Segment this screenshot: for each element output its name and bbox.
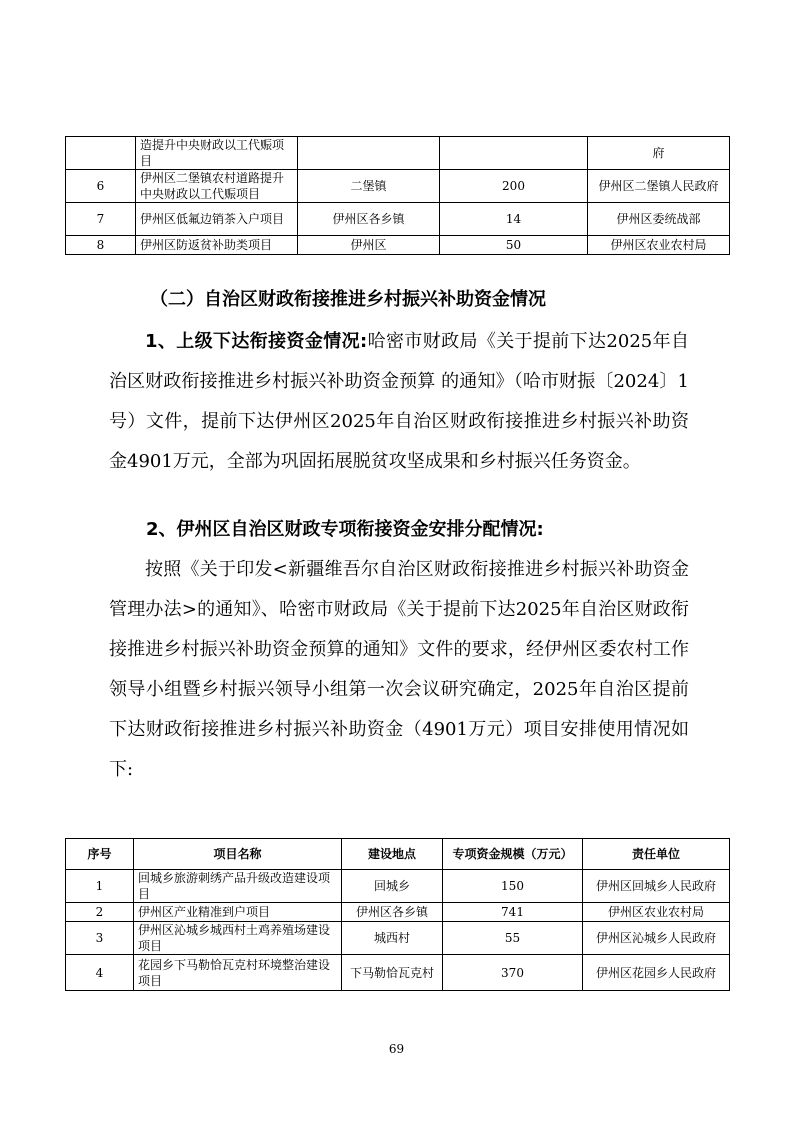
cell-location: 伊州区各乡镇 [342, 903, 443, 922]
cell-name: 花园乡下马勒恰瓦克村环境整治建设项目 [134, 955, 342, 991]
cell-amount: 50 [440, 236, 588, 255]
cell-unit: 伊州区二堡镇人民政府 [588, 170, 730, 203]
cell-name: 伊州区沁城乡城西村土鸡养殖场建设项目 [134, 922, 342, 955]
header-location: 建设地点 [342, 839, 443, 870]
cell-location: 伊州区 [298, 236, 440, 255]
cell-no: 3 [66, 922, 134, 955]
paragraph-1 [109, 322, 689, 482]
cell-no [66, 137, 136, 170]
cell-location [298, 137, 440, 170]
cell-amount: 200 [440, 170, 588, 203]
para3-text: 按照《关于印发<新疆维吾尔自治区财政衔接推进乡村振兴补助资金管理办法>的通知》、哈密市财政局《关于提前下达2025年自治区财政衔接推进乡村振兴补助资金预算的通知》文件的要求，经伊州区委农村工作领导小组暨乡村振兴领导小组第一次会议研究确定，2025年自治区提前下达财政衔接推进乡村振兴补助资金（4901万元）项目安排使用情况如下: [109, 559, 689, 780]
cell-amount: 741 [443, 903, 583, 922]
cell-unit: 伊州区农业农村局 [588, 236, 730, 255]
cell-name: 伊州区防返贫补助类项目 [136, 236, 298, 255]
table-header-row [66, 839, 730, 870]
cell-amount: 370 [443, 955, 583, 991]
cell-location: 二堡镇 [298, 170, 440, 203]
cell-amount: 150 [443, 870, 583, 903]
table-row [66, 203, 730, 236]
cell-unit: 府 [588, 137, 730, 170]
cell-unit: 伊州区回城乡人民政府 [583, 870, 730, 903]
subsection-heading: 2、伊州区自治区财政专项衔接资金安排分配情况: [146, 519, 544, 540]
cell-unit: 伊州区花园乡人民政府 [583, 955, 730, 991]
cell-amount: 14 [440, 203, 588, 236]
cell-location: 回城乡 [342, 870, 443, 903]
cell-amount [440, 137, 588, 170]
cell-no: 4 [66, 955, 134, 991]
table-row [66, 922, 730, 955]
cell-no: 6 [66, 170, 136, 203]
cell-name: 伊州区二堡镇农村道路提升中央财政以工代赈项目 [136, 170, 298, 203]
cell-unit: 伊州区委统战部 [588, 203, 730, 236]
header-amount: 专项资金规模（万元） [443, 839, 583, 870]
cell-amount: 55 [443, 922, 583, 955]
para1-lead: 1、上级下达衔接资金情况: [145, 331, 368, 352]
cell-no: 2 [66, 903, 134, 922]
table-row [66, 236, 730, 255]
table-row [66, 137, 730, 170]
table-row [66, 170, 730, 203]
projects-table-continued [65, 136, 730, 255]
table-row [66, 955, 730, 991]
table-row [66, 870, 730, 903]
projects-table [65, 838, 730, 991]
cell-name: 回城乡旅游刺绣产品升级改造建设项目 [134, 870, 342, 903]
para1-text: 哈密市财政局《关于提前下达2025年自治区财政衔接推进乡村振兴补助资金预算 的通知》（哈市财振〔2024〕1号）文件，提前下达伊州区2025年自治区财政衔接推进乡村振兴补助资金4901万元，全部为巩固拓展脱贫攻坚成果和乡村振兴任务资金。 [109, 331, 689, 472]
page-number: 69 [388, 1042, 405, 1056]
cell-name: 造提升中央财政以工代赈项目 [136, 137, 298, 170]
paragraph-3 [109, 550, 689, 790]
cell-no: 7 [66, 203, 136, 236]
cell-no: 8 [66, 236, 136, 255]
cell-location: 伊州区各乡镇 [298, 203, 440, 236]
cell-name: 伊州区产业精准到户项目 [134, 903, 342, 922]
cell-name: 伊州区低氟边销茶入户项目 [136, 203, 298, 236]
header-name: 项目名称 [134, 839, 342, 870]
section-title: （二）自治区财政衔接推进乡村振兴补助资金情况 [150, 289, 546, 310]
header-no: 序号 [66, 839, 134, 870]
cell-unit: 伊州区沁城乡人民政府 [583, 922, 730, 955]
cell-location: 城西村 [342, 922, 443, 955]
cell-no: 1 [66, 870, 134, 903]
cell-location: 下马勒恰瓦克村 [342, 955, 443, 991]
table-row [66, 903, 730, 922]
cell-unit: 伊州区农业农村局 [583, 903, 730, 922]
header-unit: 责任单位 [583, 839, 730, 870]
